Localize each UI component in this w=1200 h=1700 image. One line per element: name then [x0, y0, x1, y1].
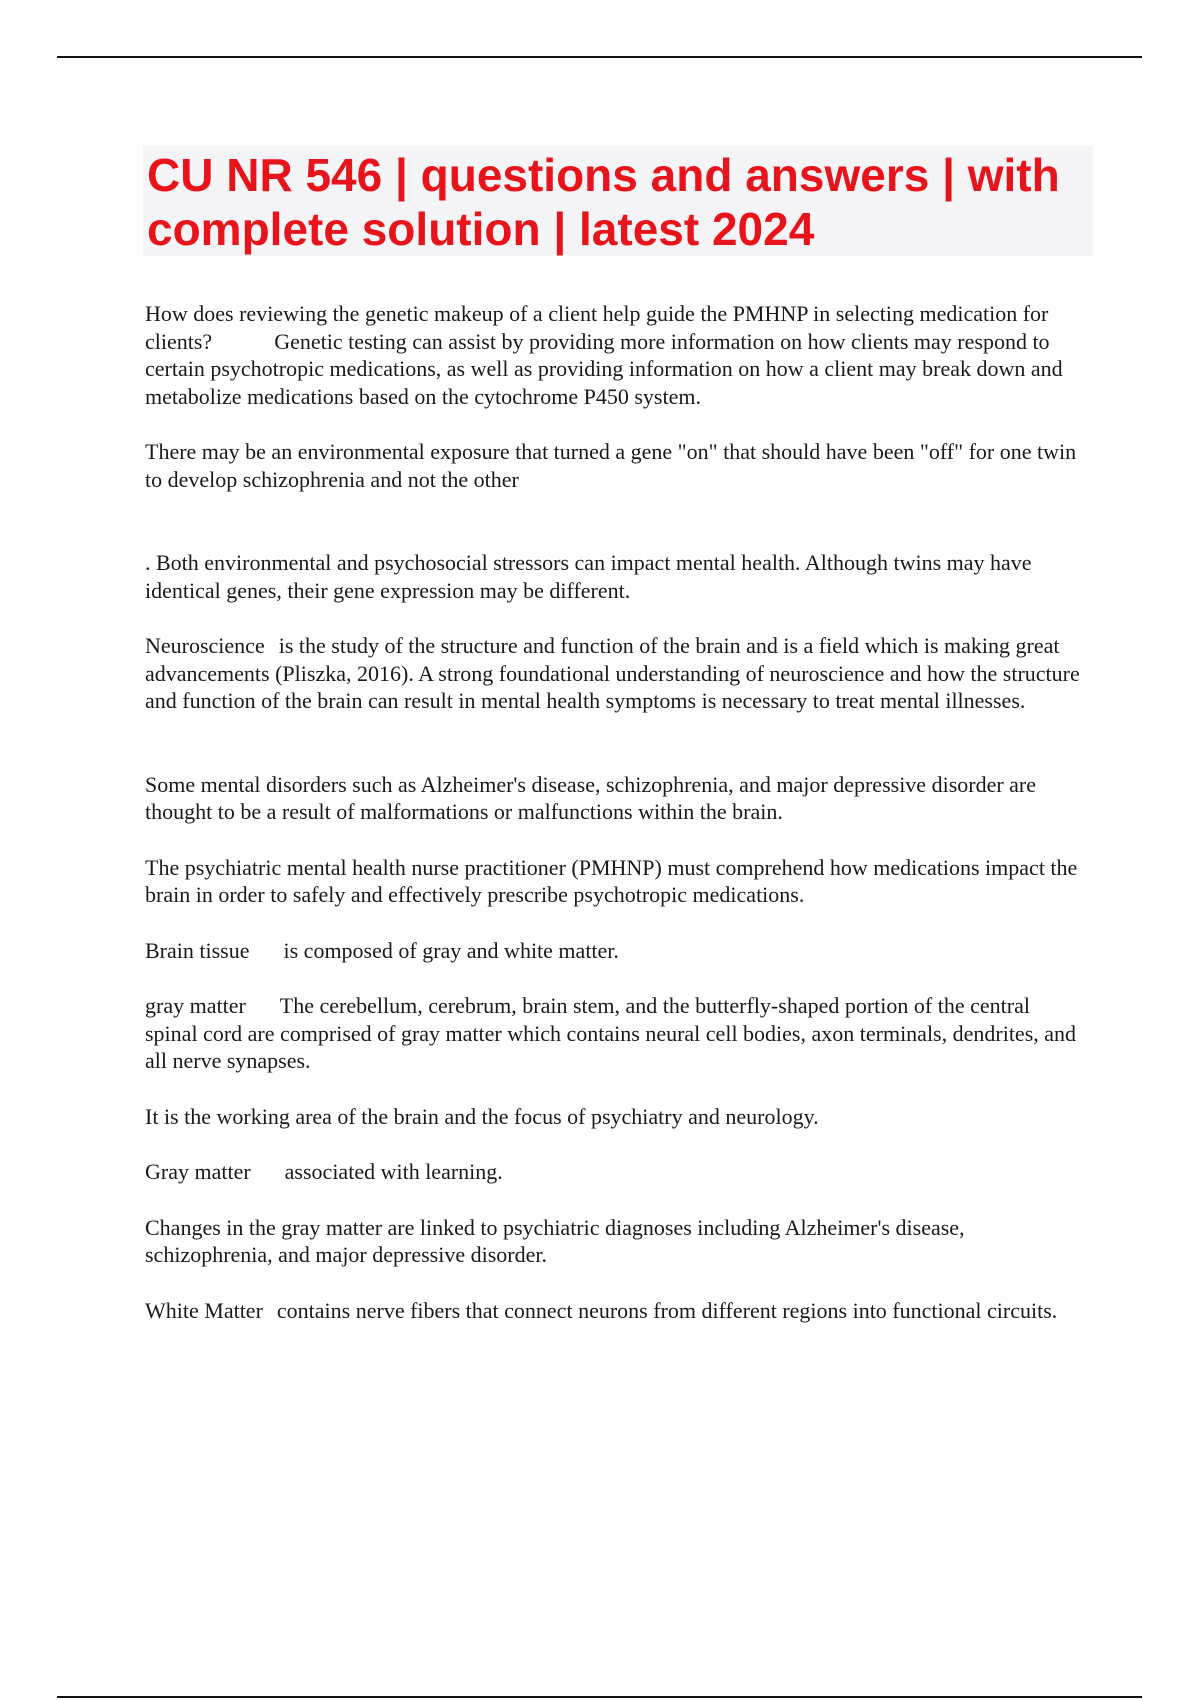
qa-definition: is composed of gray and white matter.: [283, 937, 619, 963]
qa-term: Neuroscience: [145, 633, 265, 658]
paragraph-mental-disorders: Some mental disorders such as Alzheimer's disease, schizophrenia, and major depressive disorder are thought to be a result of malformations or malfunctions within the brain.: [145, 771, 1037, 824]
title-banner: [143, 146, 1093, 256]
qa-gray-matter: [145, 992, 1085, 1075]
qa-gray-matter-learning: [145, 1158, 1085, 1186]
qa-term: Gray matter: [145, 1159, 251, 1184]
paragraph-gray-matter-changes: Changes in the gray matter are linked to psychiatric diagnoses including Alzheimer's disease, schizophrenia, and major depressive disorder.: [145, 1214, 965, 1267]
qa-definition: Genetic testing can assist by providing more information on how clients may respond to certain psychotropic medications, as well as providing information on how a client may break down and metabolize medications based on the cytochrome P450 system.: [145, 328, 1063, 409]
qa-term: gray matter: [145, 993, 246, 1018]
paragraph-stressors: . Both environmental and psychosocial stressors can impact mental health. Although twins may have identical genes, their gene expression may be different.: [145, 550, 1032, 603]
paragraph-environmental-exposure: There may be an environmental exposure that turned a gene "on" that should have been "off" for one twin to develop schizophrenia and not the other: [145, 439, 1077, 492]
qa-term: White Matter: [145, 1297, 263, 1323]
paragraph-working-area: It is the working area of the brain and the focus of psychiatry and neurology.: [145, 1103, 819, 1129]
qa-brain-tissue: [145, 937, 1085, 965]
qa-white-matter: [145, 1297, 1085, 1325]
qa-term: How does reviewing the genetic makeup of a client help guide the PMHNP in selecting medication for clients?: [145, 301, 1049, 354]
qa-definition: is the study of the structure and function of the brain and is a field which is making great advancements (Pliszka, 2016). A strong foundational understanding of neuroscience and how the structure and function of the brain can result in mental health symptoms is necessary to treat mental illnesses.: [145, 633, 1080, 713]
qa-definition: associated with learning.: [284, 1159, 503, 1184]
document-title: CU NR 546 | questions and answers | with complete solution | latest 2024: [147, 149, 1060, 255]
qa-definition: contains nerve fibers that connect neurons from different regions into functional circuits.: [276, 1297, 1058, 1323]
top-rule: [57, 56, 1142, 58]
paragraph-pmhnp: The psychiatric mental health nurse practitioner (PMHNP) must comprehend how medications impact the brain in order to safely and effectively prescribe psychotropic medications.: [145, 854, 1078, 907]
qa-term: Brain tissue: [145, 937, 250, 963]
bottom-rule: [57, 1696, 1142, 1698]
qa-definition: The cerebellum, cerebrum, brain stem, and the butterfly-shaped portion of the central spinal cord are comprised of gray matter which contains neural cell bodies, axon terminals, dendrites, and all nerve synapses.: [145, 993, 1077, 1073]
qa-neuroscience: [145, 632, 1085, 715]
qa-genetic-makeup: [145, 300, 1085, 410]
document-body: [145, 300, 1085, 1324]
